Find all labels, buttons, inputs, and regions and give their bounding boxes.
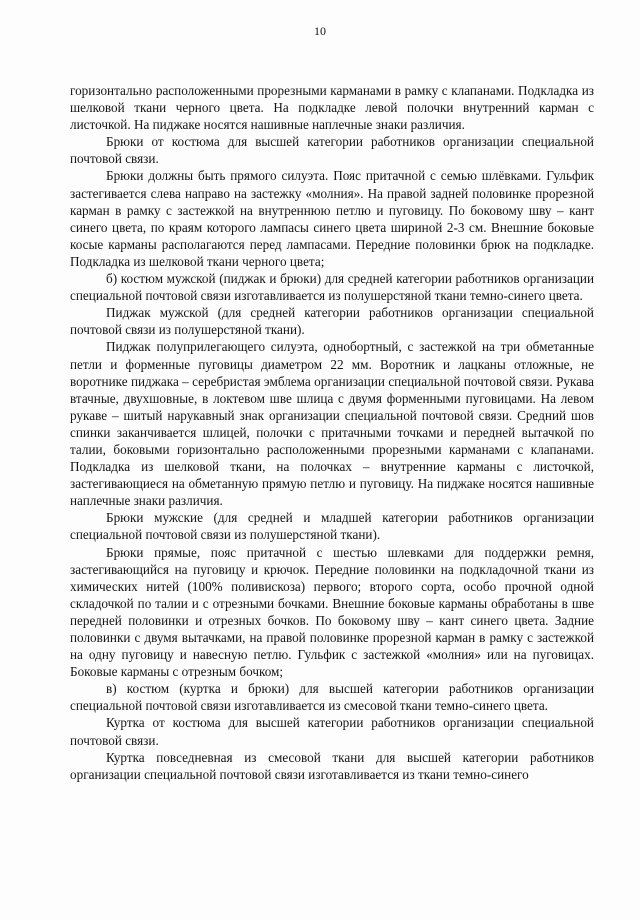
paragraph: Куртка от костюма для высшей категории работников организации специальной почтовой связи.: [70, 715, 594, 748]
paragraph: Пиджак полуприлегающего силуэта, однобортный, с застежкой на три обметанные петли и форменные пуговицы диаметром 22 мм. Воротник и лацканы отложные, не воротнике пиджака – серебристая эмблема организации специальной почтовой связи. Рукава втачные, двухшовные, в локтевом шве шлица с двумя форменными пуговицами. На левом рукаве – шитый нарукавный знак организации специальной почтовой связи. Средний шов спинки заканчивается шлицей, полочки с притачными точками и передней вытачкой по талии, боковыми горизонтально расположенными прорезными карманами с клапанами. Подкладка из шелковой ткани, на полочках – внутренние карманы с листочкой, застегивающиеся на обметанную прямую петлю и пуговицу. На пиджаке носятся нашивные наплечные знаки различия.: [70, 339, 594, 509]
paragraph: Куртка повседневная из смесовой ткани для высшей категории работников организации специальной почтовой связи изготавливается из ткани темно-синего: [70, 749, 594, 782]
page-number: 10: [314, 24, 326, 38]
document-body: [70, 82, 594, 783]
paragraph: Брюки прямые, пояс притачной с шестью шлевками для поддержки ремня, застегивающийся на пуговицу и крючок. Передние половинки на подкладочной ткани из химических нитей (100% поливискоза) первого; второго сорта, особо прочной одной складочкой по талии и с отрезными бочками. Внешние боковые карманы обработаны в шве передней половинки и отрезных бочков. По боковому шву – кант синего цвета. Задние половинки с двумя вытачками, на правой половинке прорезной карман в рамку с застежкой на одну пуговицу и навесную петлю. Гульфик с застежкой «молния» или на пуговицах. Боковые карманы с отрезным бочком;: [70, 544, 594, 680]
paragraph: горизонтально расположенными прорезными карманами в рамку с клапанами. Подкладка из шелковой ткани черного цвета. На подкладке левой полочки внутренний карман с листочкой. На пиджаке носятся нашивные наплечные знаки различия.: [70, 83, 594, 133]
paragraph: б) костюм мужской (пиджак и брюки) для средней категории работников организации специальной почтовой связи изготавливается из полушерстяной ткани темно-синего цвета.: [70, 271, 594, 304]
paragraph: Брюки от костюма для высшей категории работников организации специальной почтовой связи.: [70, 134, 594, 167]
paragraph: в) костюм (куртка и брюки) для высшей категории работников организации специальной почтовой связи изготавливается из смесовой ткани темно-синего цвета.: [70, 681, 594, 714]
paragraph: Пиджак мужской (для средней категории работников организации специальной почтовой связи из полушерстяной ткани).: [70, 305, 594, 338]
paragraph: Брюки мужские (для средней и младшей категории работников организации специальной почтовой связи из полушерстяной ткани).: [70, 510, 594, 543]
paragraph: Брюки должны быть прямого силуэта. Пояс притачной с семью шлёвками. Гульфик застегивается слева направо на застежку «молния». На правой задней половинке прорезной карман в рамку с застежкой на внутреннюю петлю и пуговицу. По боковому шву – кант синего цвета, по краям которого лампасы синего цвета шириной 2-3 см. Внешние боковые косые карманы располагаются перед лампасами. Передние половинки брюк на подкладке. Подкладка из шелковой ткани черного цвета;: [70, 168, 594, 269]
